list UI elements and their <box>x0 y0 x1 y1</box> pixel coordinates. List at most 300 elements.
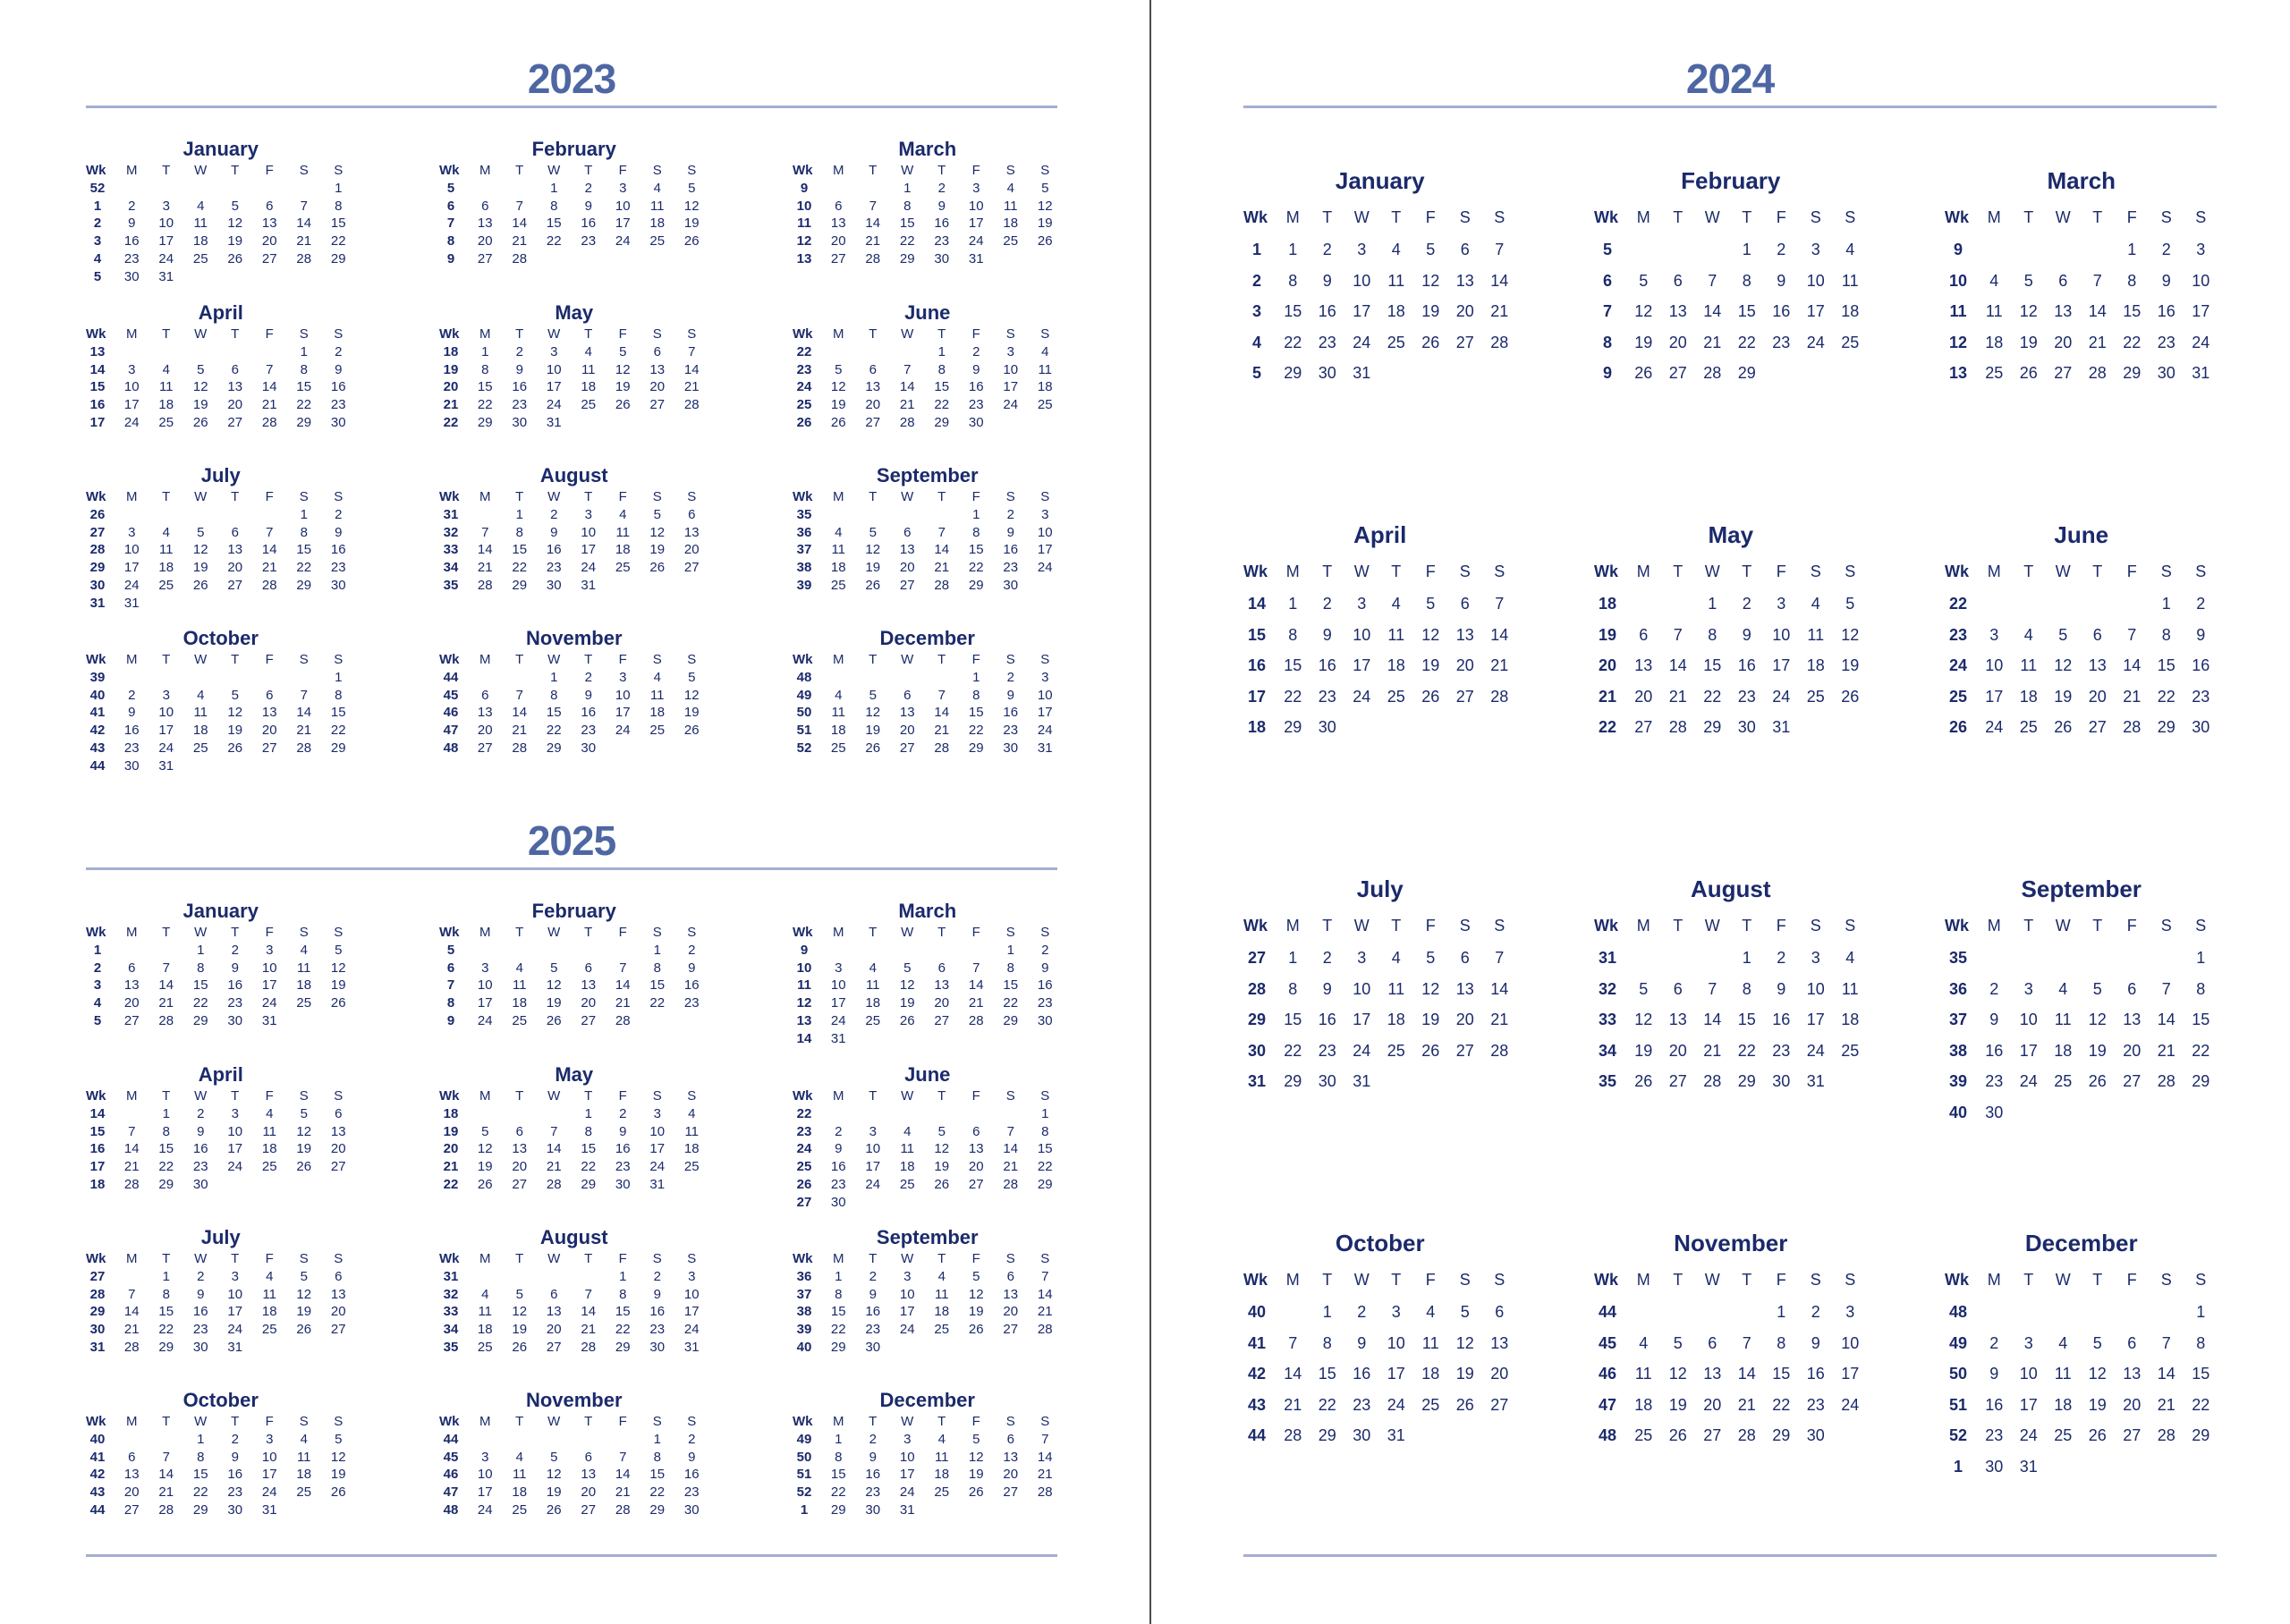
day-cell: 14 <box>865 216 881 232</box>
week-number: 45 <box>443 1449 459 1465</box>
day-cell: 19 <box>1421 1011 1440 1028</box>
day-cell: 11 <box>1841 271 1859 290</box>
day-cell: 5 <box>1426 949 1436 967</box>
day-cell: 4 <box>1845 241 1855 258</box>
day-cell: 24 <box>1037 723 1053 739</box>
day-cell: 2 <box>1989 1333 1999 1352</box>
day-cell: 6 <box>972 1123 980 1139</box>
weekday-header: S <box>1040 652 1050 667</box>
month-january <box>1243 166 1512 419</box>
day-cell: 13 <box>581 1467 597 1483</box>
month-title: January <box>1335 167 1425 194</box>
day-cell: 2 <box>197 1106 205 1121</box>
day-cell: 28 <box>934 577 950 593</box>
day-cell: 30 <box>649 1339 666 1355</box>
day-cell: 18 <box>261 1304 277 1320</box>
day-cell: 2 <box>653 1269 661 1284</box>
day-cell: 6 <box>1460 949 1470 967</box>
day-cell: 3 <box>1391 1303 1401 1321</box>
month-title: October <box>182 627 259 649</box>
week-number: 20 <box>443 1141 459 1157</box>
day-cell: 14 <box>477 542 493 558</box>
weekday-header: T <box>1322 208 1333 226</box>
day-cell: 9 <box>619 1123 627 1139</box>
day-cell: 10 <box>261 960 277 976</box>
day-cell: 21 <box>1490 302 1509 320</box>
day-cell: 11 <box>296 960 311 976</box>
day-cell: 23 <box>1003 723 1019 739</box>
day-cell: 28 <box>477 577 493 593</box>
day-cell: 19 <box>192 560 208 576</box>
week-number: 23 <box>796 361 812 377</box>
weekday-header: T <box>1322 917 1333 935</box>
day-cell: 10 <box>1037 524 1053 540</box>
weekday-header: T <box>515 652 524 667</box>
day-cell: 6 <box>231 361 239 377</box>
day-cell: 31 <box>649 1176 666 1192</box>
weekday-header: S <box>299 1088 309 1104</box>
week-number: 15 <box>89 1123 106 1139</box>
day-cell: 19 <box>683 705 700 721</box>
day-cell: 31 <box>123 595 140 611</box>
day-cell: 13 <box>1634 656 1653 674</box>
day-cell: 22 <box>158 1159 174 1175</box>
day-cell: 24 <box>261 995 277 1011</box>
day-cell: 25 <box>296 995 312 1011</box>
day-cell: 19 <box>330 1467 346 1483</box>
day-cell: 15 <box>1003 977 1019 994</box>
day-cell: 11 <box>615 524 631 540</box>
month-july <box>1243 875 1512 1128</box>
day-cell: 8 <box>1742 271 1751 290</box>
day-cell: 10 <box>123 542 140 558</box>
day-cell: 5 <box>231 687 239 703</box>
day-cell: 6 <box>1639 625 1649 644</box>
week-number: 28 <box>89 1286 106 1302</box>
day-cell: 14 <box>1037 1449 1053 1465</box>
month-september <box>793 1225 1061 1374</box>
day-cell: 7 <box>1006 1123 1014 1139</box>
day-cell: 17 <box>1353 302 1371 320</box>
weekday-header: F <box>618 925 627 940</box>
day-cell: 14 <box>1737 1365 1756 1383</box>
day-cell: 18 <box>477 1322 493 1338</box>
day-cell: 31 <box>158 268 174 284</box>
day-cell: 8 <box>1288 625 1298 644</box>
day-cell: 19 <box>1421 302 1440 320</box>
week-number: 42 <box>1247 1365 1267 1383</box>
day-cell: 10 <box>899 1286 915 1302</box>
week-number: 11 <box>1949 302 1967 320</box>
weekday-header: T <box>584 652 593 667</box>
weekday-header: S <box>299 652 309 667</box>
day-cell: 7 <box>2161 979 2171 998</box>
day-cell: 9 <box>1989 1011 1999 1028</box>
day-cell: 15 <box>2192 1365 2210 1383</box>
day-cell: 25 <box>261 1159 277 1175</box>
week-number-header: Wk <box>86 326 106 342</box>
day-cell: 31 <box>1353 364 1371 382</box>
day-cell: 12 <box>615 361 631 377</box>
day-cell: 1 <box>335 670 343 685</box>
day-cell: 14 <box>581 1304 597 1320</box>
day-cell: 24 <box>615 233 631 250</box>
day-cell: 15 <box>581 1141 597 1157</box>
day-cell: 28 <box>261 577 277 593</box>
day-cell: 16 <box>649 1304 666 1320</box>
day-cell: 23 <box>1318 687 1336 706</box>
weekday-header: T <box>2023 562 2034 580</box>
day-cell: 12 <box>546 1467 562 1483</box>
day-cell: 23 <box>1003 560 1019 576</box>
weekday-header: W <box>901 163 914 178</box>
weekday-header: S <box>334 1414 344 1429</box>
day-cell: 13 <box>1003 1286 1019 1302</box>
week-number: 9 <box>800 181 809 196</box>
day-cell: 26 <box>830 414 846 430</box>
week-number: 9 <box>1953 241 1963 258</box>
day-cell: 5 <box>937 1123 946 1139</box>
week-number: 22 <box>1598 718 1617 736</box>
day-cell: 26 <box>192 414 208 430</box>
day-cell: 24 <box>1353 333 1371 351</box>
weekday-header: M <box>479 326 491 342</box>
day-cell: 28 <box>1490 687 1509 706</box>
day-cell: 30 <box>123 268 140 284</box>
day-cell: 25 <box>1985 364 2004 382</box>
day-cell: 30 <box>830 1194 846 1210</box>
day-cell: 19 <box>830 397 846 413</box>
day-cell: 29 <box>581 1176 597 1192</box>
day-cell: 17 <box>158 233 174 250</box>
day-cell: 30 <box>2192 718 2210 736</box>
weekday-header: M <box>833 326 844 342</box>
day-cell: 30 <box>615 1176 631 1192</box>
day-cell: 25 <box>2054 1426 2073 1444</box>
week-number: 5 <box>93 1012 102 1028</box>
day-cell: 6 <box>335 1269 343 1284</box>
week-number: 9 <box>446 250 455 266</box>
week-number: 18 <box>1247 718 1267 736</box>
day-cell: 29 <box>649 1501 666 1518</box>
week-number: 44 <box>1598 1303 1617 1321</box>
day-cell: 30 <box>1037 1012 1053 1028</box>
week-number-header: Wk <box>793 163 813 178</box>
day-cell: 28 <box>1284 1426 1302 1444</box>
day-cell: 18 <box>296 977 312 994</box>
week-number: 52 <box>796 740 812 756</box>
day-cell: 22 <box>649 995 666 1011</box>
week-number: 33 <box>443 1304 459 1320</box>
day-cell: 19 <box>2054 687 2073 706</box>
day-cell: 21 <box>1003 1159 1019 1175</box>
day-cell: 2 <box>2196 595 2206 613</box>
week-number: 22 <box>796 1106 812 1121</box>
day-cell: 29 <box>1737 1072 1756 1090</box>
day-cell: 21 <box>546 1159 562 1175</box>
day-cell: 29 <box>192 1012 208 1028</box>
week-number-header: Wk <box>439 1414 460 1429</box>
day-cell: 17 <box>1387 1365 1405 1383</box>
day-cell: 3 <box>972 181 980 196</box>
day-cell: 3 <box>481 1449 489 1465</box>
week-number: 10 <box>796 960 812 976</box>
week-number: 21 <box>443 397 459 413</box>
day-cell: 8 <box>835 1286 843 1302</box>
day-cell: 27 <box>1668 364 1687 382</box>
day-cell: 25 <box>512 1012 528 1028</box>
week-number: 49 <box>796 1432 812 1447</box>
day-cell: 30 <box>2157 364 2176 382</box>
day-cell: 20 <box>968 1159 984 1175</box>
day-cell: 4 <box>266 1106 274 1121</box>
day-cell: 8 <box>197 1449 205 1465</box>
weekday-header: F <box>618 652 627 667</box>
day-cell: 24 <box>261 1484 277 1501</box>
weekday-header: T <box>515 326 524 342</box>
weekday-header: S <box>334 163 344 178</box>
day-cell: 26 <box>330 1484 346 1501</box>
day-cell: 18 <box>512 995 528 1011</box>
week-number: 13 <box>796 250 812 266</box>
day-cell: 13 <box>261 216 277 232</box>
day-cell: 7 <box>869 198 877 214</box>
day-cell: 14 <box>683 361 700 377</box>
day-cell: 21 <box>1703 1041 1722 1060</box>
weekday-header: S <box>652 925 662 940</box>
day-cell: 13 <box>2123 1365 2142 1383</box>
day-cell: 7 <box>2127 625 2137 644</box>
week-number: 13 <box>1948 364 1968 382</box>
weekday-header: F <box>265 1414 274 1429</box>
day-cell: 29 <box>1737 364 1756 382</box>
day-cell: 26 <box>512 1339 528 1355</box>
weekday-header: T <box>515 1414 524 1429</box>
day-cell: 29 <box>2192 1426 2210 1444</box>
day-cell: 18 <box>1387 1011 1405 1028</box>
day-cell: 9 <box>231 1449 239 1465</box>
day-cell: 6 <box>335 1106 343 1121</box>
weekday-header: S <box>1459 1271 1471 1289</box>
day-cell: 13 <box>546 1304 562 1320</box>
day-cell: 3 <box>1041 670 1049 685</box>
week-number: 19 <box>443 361 459 377</box>
day-cell: 5 <box>688 670 696 685</box>
week-number-header: Wk <box>439 489 460 504</box>
day-cell: 1 <box>162 1106 170 1121</box>
day-cell: 14 <box>158 1467 174 1483</box>
week-number: 30 <box>89 577 106 593</box>
month-title: June <box>904 1063 951 1086</box>
day-cell: 16 <box>615 1141 631 1157</box>
day-cell: 22 <box>192 1484 208 1501</box>
day-cell: 9 <box>1777 979 1786 998</box>
week-number-header: Wk <box>793 925 813 940</box>
weekday-header: M <box>479 652 491 667</box>
day-cell: 27 <box>581 1012 597 1028</box>
day-cell: 26 <box>968 1484 984 1501</box>
day-cell: 6 <box>869 361 877 377</box>
day-cell: 19 <box>1841 656 1860 674</box>
weekday-header: W <box>901 489 914 504</box>
weekday-header: S <box>1040 489 1050 504</box>
day-cell: 28 <box>968 1012 984 1028</box>
day-cell: 1 <box>550 670 558 685</box>
day-cell: 14 <box>899 379 915 395</box>
week-number: 23 <box>1948 625 1968 644</box>
week-number-header: Wk <box>86 925 106 940</box>
day-cell: 3 <box>1357 949 1367 967</box>
day-cell: 4 <box>300 1432 308 1447</box>
day-cell: 24 <box>1387 1395 1405 1414</box>
weekday-header: T <box>584 1414 593 1429</box>
day-cell: 24 <box>1806 333 1825 351</box>
day-cell: 4 <box>1391 949 1401 967</box>
weekday-header: T <box>1742 917 1752 935</box>
day-cell: 29 <box>158 1339 174 1355</box>
week-number: 6 <box>446 960 455 976</box>
day-cell: 22 <box>830 1322 846 1338</box>
weekday-header: T <box>515 1251 524 1266</box>
day-cell: 27 <box>330 1159 346 1175</box>
day-cell: 9 <box>231 960 239 976</box>
day-cell: 6 <box>1673 271 1683 290</box>
day-cell: 15 <box>615 1304 631 1320</box>
day-cell: 1 <box>584 1106 592 1121</box>
week-number: 10 <box>1948 271 1968 290</box>
weekday-header: S <box>1040 1088 1050 1104</box>
day-cell: 10 <box>477 977 493 994</box>
day-cell: 12 <box>865 542 881 558</box>
week-number: 21 <box>1598 687 1617 706</box>
month-february <box>439 137 708 285</box>
day-cell: 2 <box>688 943 696 958</box>
day-cell: 15 <box>934 379 950 395</box>
day-cell: 22 <box>512 560 528 576</box>
day-cell: 4 <box>1811 595 1820 613</box>
day-cell: 29 <box>1284 364 1302 382</box>
day-cell: 17 <box>2192 302 2210 320</box>
week-number-header: Wk <box>1594 917 1618 935</box>
weekday-header: W <box>547 163 561 178</box>
week-number: 13 <box>796 1012 812 1028</box>
day-cell: 30 <box>512 414 528 430</box>
weekday-header: T <box>2092 208 2103 226</box>
day-cell: 21 <box>581 1322 597 1338</box>
day-cell: 15 <box>1037 1141 1053 1157</box>
day-cell: 6 <box>2058 271 2068 290</box>
weekday-header: S <box>1005 925 1015 940</box>
year-rule <box>86 867 1057 870</box>
weekday-header: W <box>1704 1271 1720 1289</box>
week-number: 35 <box>796 507 812 522</box>
week-number: 10 <box>796 198 812 214</box>
day-cell: 18 <box>683 1141 700 1157</box>
day-cell: 24 <box>1772 687 1791 706</box>
day-cell: 17 <box>1806 302 1825 320</box>
day-cell: 21 <box>1037 1304 1053 1320</box>
day-cell: 1 <box>1288 949 1298 967</box>
day-cell: 28 <box>512 740 528 756</box>
day-cell: 19 <box>934 1159 950 1175</box>
day-cell: 22 <box>649 1484 666 1501</box>
day-cell: 28 <box>123 1339 140 1355</box>
day-cell: 28 <box>1003 1176 1019 1192</box>
day-cell: 7 <box>688 344 696 359</box>
day-cell: 26 <box>899 1012 915 1028</box>
day-cell: 23 <box>123 740 140 756</box>
day-cell: 1 <box>2196 1303 2206 1321</box>
day-cell: 9 <box>1041 960 1049 976</box>
weekday-header: M <box>1987 208 2001 226</box>
weekday-header: T <box>937 925 946 940</box>
day-cell: 22 <box>1737 1041 1756 1060</box>
day-cell: 4 <box>1426 1303 1436 1321</box>
day-cell: 13 <box>1703 1365 1722 1383</box>
day-cell: 4 <box>266 1269 274 1284</box>
day-cell: 7 <box>1495 595 1505 613</box>
day-cell: 30 <box>330 414 346 430</box>
day-cell: 14 <box>2157 1011 2176 1028</box>
day-cell: 8 <box>1006 960 1014 976</box>
day-cell: 4 <box>2023 625 2033 644</box>
day-cell: 14 <box>934 705 950 721</box>
day-cell: 28 <box>546 1176 562 1192</box>
day-cell: 17 <box>1772 656 1791 674</box>
weekday-header: M <box>1987 917 2001 935</box>
week-number: 32 <box>1598 979 1617 998</box>
day-cell: 25 <box>1806 687 1825 706</box>
day-cell: 11 <box>1985 302 2003 320</box>
week-number: 42 <box>89 723 106 739</box>
day-cell: 30 <box>192 1176 208 1192</box>
day-cell: 22 <box>1284 1041 1302 1060</box>
day-cell: 22 <box>934 397 950 413</box>
week-number: 40 <box>89 1432 106 1447</box>
day-cell: 14 <box>512 216 528 232</box>
week-number: 35 <box>1948 949 1968 967</box>
day-cell: 26 <box>227 740 243 756</box>
month-april <box>1243 520 1512 774</box>
day-cell: 1 <box>1708 595 1718 613</box>
week-number-header: Wk <box>1243 208 1268 226</box>
weekday-header: T <box>231 163 240 178</box>
weekday-header: S <box>1005 163 1015 178</box>
month-march <box>1945 166 2213 419</box>
weekday-header: T <box>231 1088 240 1104</box>
day-cell: 6 <box>903 524 912 540</box>
day-cell: 11 <box>512 977 527 994</box>
day-cell: 19 <box>330 977 346 994</box>
day-cell: 20 <box>1668 1041 1687 1060</box>
day-cell: 10 <box>1772 625 1791 644</box>
day-cell: 11 <box>262 1123 277 1139</box>
day-cell: 2 <box>1357 1303 1367 1321</box>
week-number: 51 <box>796 723 812 739</box>
weekday-header: T <box>584 1088 593 1104</box>
day-cell: 27 <box>899 740 915 756</box>
weekday-header: M <box>833 1414 844 1429</box>
day-cell: 10 <box>649 1123 666 1139</box>
day-cell: 3 <box>2196 241 2206 258</box>
day-cell: 5 <box>1639 271 1649 290</box>
day-cell: 9 <box>869 1286 877 1302</box>
weekday-header: T <box>584 163 593 178</box>
day-cell: 15 <box>2192 1011 2210 1028</box>
day-cell: 29 <box>899 250 915 266</box>
weekday-header: S <box>1845 562 1856 580</box>
day-cell: 21 <box>2157 1395 2176 1414</box>
